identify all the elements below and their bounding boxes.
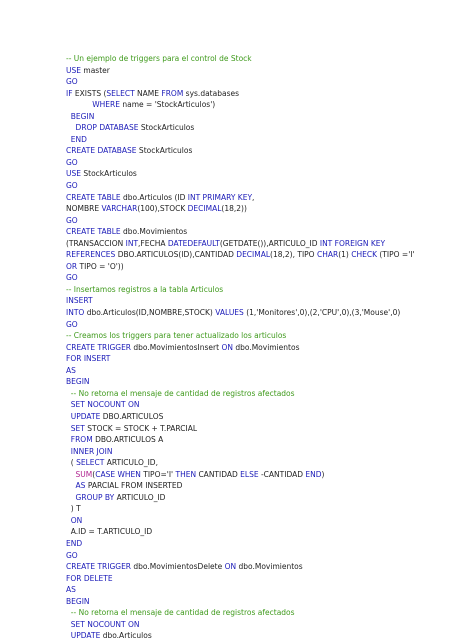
code-line [66, 584, 466, 596]
code-keyword: GO [66, 215, 78, 225]
code-keyword: GO [66, 181, 78, 191]
code-keyword: FROM [70, 435, 93, 445]
sql-code-block [66, 53, 466, 642]
code-line [66, 469, 466, 481]
code-keyword: FOR INSERT [66, 354, 111, 364]
code-code-text: dbo.Articulos(ID,NOMBRE,STOCK) [84, 308, 216, 318]
code-comment: -- No retorna el mensaje de cantidad de registros afectados [70, 388, 295, 398]
code-keyword: FOR DELETE [66, 573, 113, 583]
code-keyword: ON [70, 515, 83, 525]
code-code-text: dbo.Movimientos [236, 562, 303, 572]
code-code-text [66, 481, 76, 490]
code-keyword: IF [66, 88, 73, 98]
code-line [66, 134, 466, 146]
code-line [66, 215, 466, 227]
code-code-text: CANTIDAD [196, 469, 241, 479]
code-keyword: DROP DATABASE [75, 123, 139, 133]
code-keyword: AS [75, 481, 86, 491]
code-line [66, 261, 466, 273]
code-line [66, 295, 466, 307]
code-keyword: CREATE TRIGGER [66, 342, 132, 352]
code-code-text: dbo.Articulos (ID [120, 192, 188, 202]
code-keyword: INT PRIMARY KEY [187, 192, 253, 202]
code-line [66, 399, 466, 411]
code-keyword: USE [66, 169, 81, 179]
code-comment: -- Insertamos registros a la tabla Articulos [66, 284, 224, 294]
code-keyword: ON [224, 562, 237, 572]
code-line [66, 226, 466, 238]
code-keyword: INNER JOIN [70, 446, 113, 456]
code-line [66, 515, 466, 527]
code-line [66, 203, 466, 215]
code-line [66, 88, 466, 100]
code-code-text [66, 493, 76, 502]
code-keyword: REFERENCES [66, 250, 116, 260]
code-keyword: SET [70, 423, 85, 433]
code-line [66, 145, 466, 157]
code-keyword: GO [66, 550, 78, 560]
code-comment: -- Creamos los triggers para tener actualizado los articulos [66, 331, 287, 341]
code-line [66, 538, 466, 550]
code-keyword: INSERT [66, 296, 93, 306]
code-line [66, 365, 466, 377]
code-keyword: END [305, 469, 322, 479]
code-line [66, 353, 466, 365]
code-keyword: SET NOCOUNT ON [70, 400, 140, 410]
code-line [66, 619, 466, 631]
code-keyword: CREATE TABLE [66, 227, 121, 237]
code-line [66, 411, 466, 423]
code-keyword: END [70, 134, 87, 144]
code-keyword: BEGIN [66, 377, 90, 387]
code-line [66, 249, 466, 261]
code-code-text: (TIPO ='I' [377, 250, 415, 260]
code-line [66, 319, 466, 331]
code-keyword: CHAR [316, 250, 339, 260]
code-keyword: GO [66, 273, 78, 283]
code-line [66, 526, 466, 538]
code-keyword: INT FOREIGN KEY [319, 238, 386, 248]
code-keyword: BEGIN [70, 111, 95, 121]
code-code-text: (1,'Monitores',0),(2,'CPU',0),(3,'Mouse',0) [243, 308, 401, 318]
code-keyword: GROUP BY [75, 492, 115, 502]
code-keyword: UPDATE [70, 631, 101, 641]
code-keyword: CREATE TRIGGER [66, 562, 132, 572]
code-keyword: USE [66, 65, 81, 75]
code-code-text: -CANTIDAD [258, 469, 306, 479]
code-code-text: ) [321, 469, 325, 479]
code-line [66, 53, 466, 65]
code-keyword: CREATE DATABASE [66, 146, 137, 156]
code-line [66, 272, 466, 284]
code-keyword: CHECK [351, 250, 377, 260]
code-code-text: NOMBRE [66, 204, 102, 214]
code-code-text: dbo.MovimientosDelete [131, 562, 225, 572]
code-code-text: TIPO='I' [140, 469, 176, 479]
code-line [66, 76, 466, 88]
code-code-text: A.ID = T.ARTICULO_ID [66, 527, 153, 537]
code-keyword: FROM [161, 88, 184, 98]
code-line [66, 434, 466, 446]
code-code-text: TIPO = 'O')) [77, 261, 124, 271]
code-code-text: ,FECHA [138, 238, 168, 248]
code-keyword: UPDATE [70, 411, 101, 421]
code-keyword: DATEDEFAULT [167, 238, 220, 248]
code-keyword: VARCHAR [101, 204, 138, 214]
code-keyword: ELSE [240, 469, 259, 479]
code-line [66, 607, 466, 619]
code-keyword: WHERE [92, 100, 120, 110]
code-code-text: NAME [134, 88, 162, 98]
code-code-text: (18,2), TIPO [270, 250, 317, 260]
code-code-text: DBO.ARTICULOS [100, 411, 164, 421]
code-code-text: , [252, 192, 255, 202]
code-line [66, 480, 466, 492]
code-keyword: INT [125, 238, 139, 248]
code-code-text: EXISTS ( [72, 88, 107, 98]
code-code-text: dbo.Articulos [100, 631, 152, 641]
code-comment: -- Un ejemplo de triggers para el control de Stock [66, 54, 252, 63]
code-keyword: END [66, 538, 83, 548]
code-code-text: StockArticulos [138, 123, 195, 133]
code-code-text: sys.databases [183, 88, 239, 98]
code-code-text: PARCIAL FROM INSERTED [85, 481, 183, 491]
code-line [66, 342, 466, 354]
code-comment: -- No retorna el mensaje de cantidad de registros afectados [70, 608, 295, 618]
code-keyword: GO [66, 77, 78, 87]
code-code-text: StockArticulos [81, 169, 137, 179]
code-keyword: SET NOCOUNT ON [70, 619, 140, 629]
code-line [66, 573, 466, 585]
code-code-text: (18,2)) [221, 204, 247, 214]
code-keyword: AS [66, 585, 76, 595]
code-line [66, 596, 466, 608]
code-code-text: (GETDATE()),ARTICULO_ID [219, 238, 320, 248]
code-code-text: DBO.ARTICULOS(ID),CANTIDAD [115, 250, 237, 260]
code-line [66, 65, 466, 77]
code-line [66, 561, 466, 573]
code-code-text: StockArticulos [136, 146, 193, 156]
code-line [66, 192, 466, 204]
code-line [66, 307, 466, 319]
code-keyword: GO [66, 157, 78, 167]
code-code-text: master [81, 65, 110, 75]
code-line [66, 630, 466, 642]
code-keyword: CREATE TABLE [66, 192, 121, 202]
code-code-text: ARTICULO_ID, [104, 458, 158, 468]
code-code-text [66, 123, 76, 132]
code-line [66, 122, 466, 134]
code-keyword: INTO [66, 308, 85, 318]
code-code-text: ) T [66, 504, 81, 514]
code-keyword: VALUES [215, 308, 244, 318]
code-keyword: THEN [175, 469, 197, 479]
code-line [66, 99, 466, 111]
code-line [66, 457, 466, 469]
code-code-text: (1) [338, 250, 352, 260]
code-code-text: (TRANSACCION [66, 238, 126, 248]
code-line [66, 180, 466, 192]
code-keyword: BEGIN [66, 596, 90, 606]
code-line [66, 446, 466, 458]
code-code-text [66, 100, 92, 109]
code-line [66, 168, 466, 180]
code-function-name: SUM [75, 469, 93, 479]
code-keyword: DECIMAL [236, 250, 271, 260]
code-code-text: ( [92, 469, 96, 479]
code-keyword: OR [66, 261, 78, 271]
code-line [66, 503, 466, 515]
code-code-text: dbo.MovimientosInsert [131, 342, 222, 352]
code-line [66, 111, 466, 123]
code-code-text: ( [66, 458, 77, 468]
code-code-text: (100),STOCK [137, 204, 188, 214]
code-line [66, 157, 466, 169]
code-code-text: STOCK = STOCK + T.PARCIAL [84, 423, 198, 433]
code-code-text: dbo.Movimientos [120, 227, 188, 237]
code-keyword: DECIMAL [187, 204, 222, 214]
code-line [66, 376, 466, 388]
code-code-text: name = 'StockArticulos') [119, 100, 216, 110]
code-line [66, 423, 466, 435]
code-keyword: CASE WHEN [95, 469, 141, 479]
code-code-text: ARTICULO_ID [114, 492, 166, 502]
code-code-text [66, 470, 76, 479]
code-keyword: AS [66, 365, 76, 375]
code-code-text: DBO.ARTICULOS A [92, 435, 164, 445]
code-keyword: ON [221, 342, 233, 352]
code-line [66, 388, 466, 400]
code-line [66, 238, 466, 250]
code-line [66, 330, 466, 342]
code-line [66, 492, 466, 504]
code-code-text: dbo.Movimientos [232, 342, 300, 352]
code-line [66, 284, 466, 296]
code-keyword: SELECT [106, 88, 135, 98]
code-keyword: GO [66, 319, 78, 329]
code-line [66, 550, 466, 562]
code-keyword: SELECT [76, 458, 105, 468]
